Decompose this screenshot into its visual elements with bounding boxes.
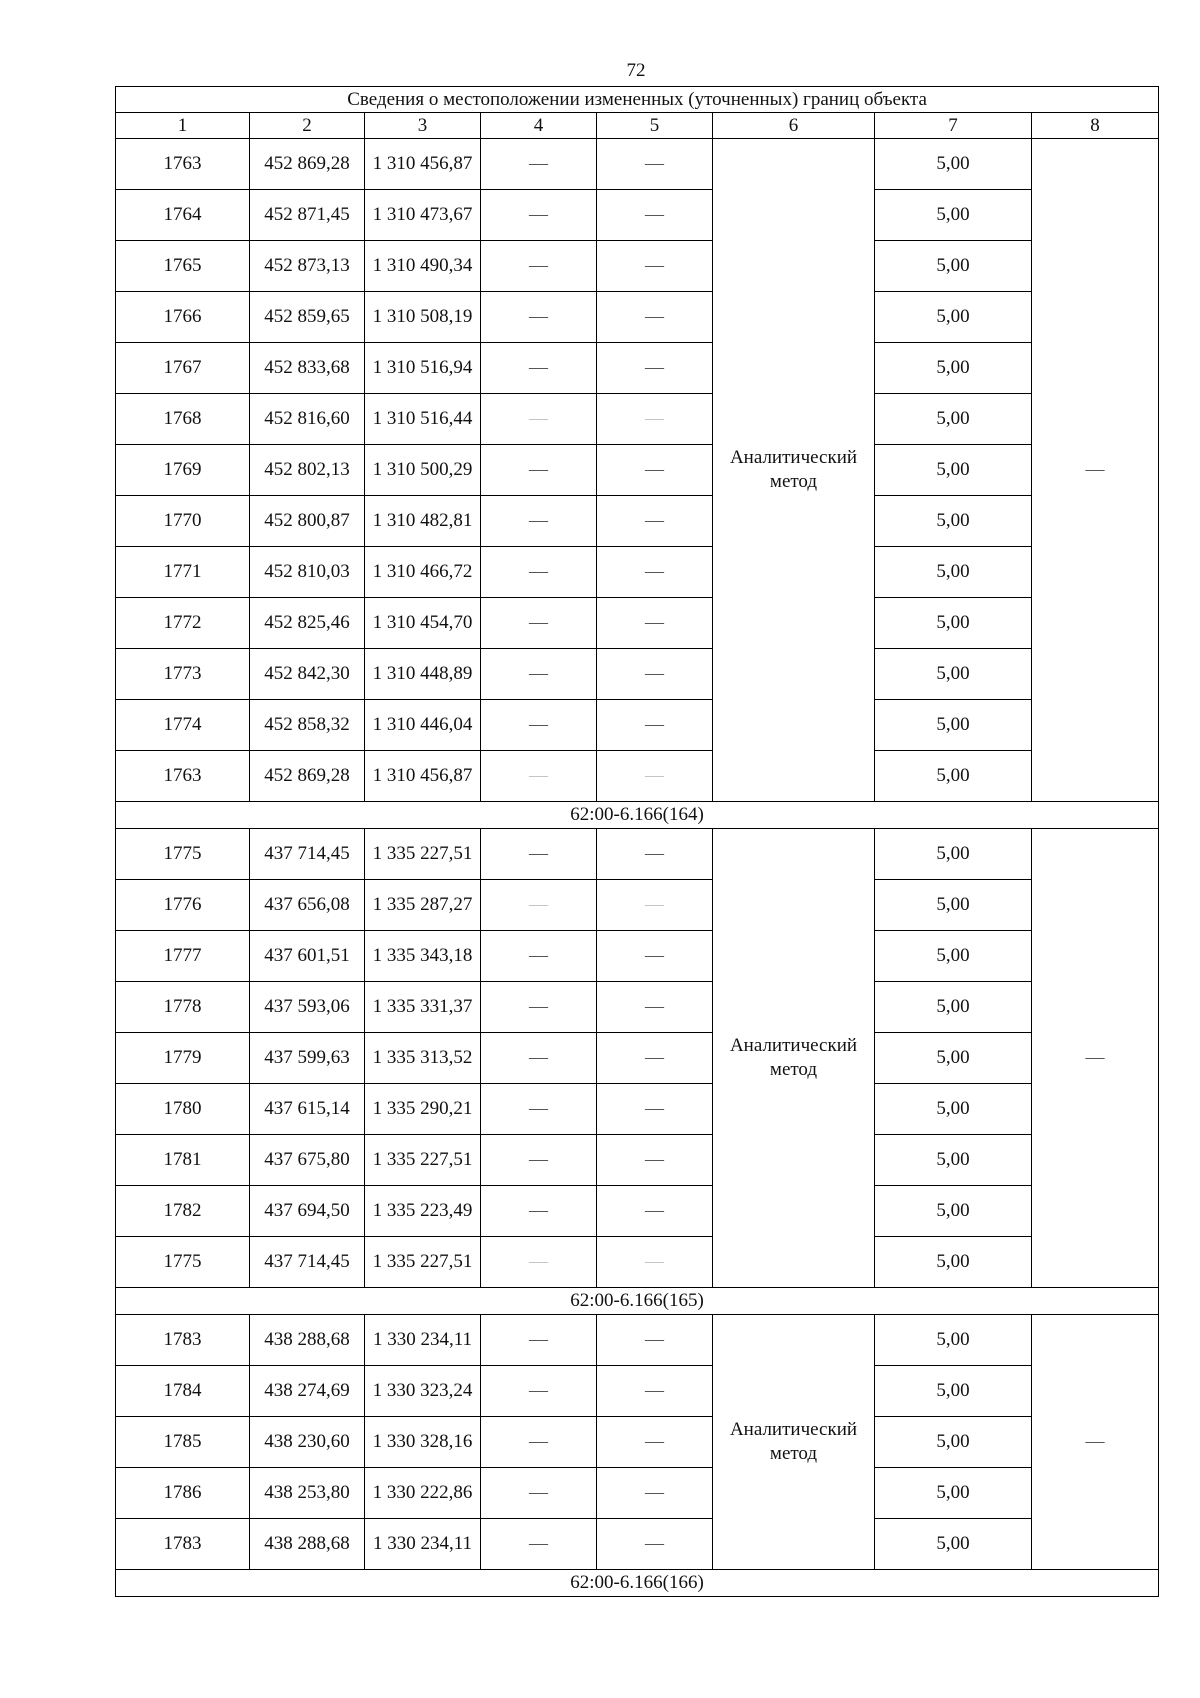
point-number: 1763 [116,139,250,190]
coordinate-y: 1 310 508,19 [365,292,481,343]
table-row [116,1468,1159,1519]
column-5-value: — [597,445,713,496]
accuracy-value: 5,00 [875,292,1032,343]
table-row [116,931,1159,982]
column-5-value: — [597,1186,713,1237]
coordinate-y: 1 330 234,11 [365,1519,481,1570]
method-label-line2: метод [769,1443,818,1464]
section-cadastral-label: 62:00-6.166(164) [116,802,1159,829]
accuracy-value: 5,00 [875,598,1032,649]
coordinate-x: 437 714,45 [250,829,365,880]
section-cadastral-label: 62:00-6.166(165) [116,1288,1159,1315]
accuracy-value: 5,00 [875,829,1032,880]
table-row [116,1366,1159,1417]
column-number-3: 3 [365,113,481,139]
column-4-value: — [481,445,597,496]
point-number: 1785 [116,1417,250,1468]
column-4-value: — [481,649,597,700]
column-4-value: — [481,292,597,343]
accuracy-value: 5,00 [875,1315,1032,1366]
coordinate-x: 438 274,69 [250,1366,365,1417]
accuracy-value: 5,00 [875,547,1032,598]
table-caption: Сведения о местоположении измененных (уточненных) границ объекта [116,87,1159,113]
column-4-value: — [481,394,597,445]
table-row [116,1084,1159,1135]
column-5-value: — [597,829,713,880]
coordinate-y: 1 335 227,51 [365,1135,481,1186]
point-number: 1775 [116,829,250,880]
section-cadastral-label: 62:00-6.166(166) [116,1570,1159,1597]
table-row [116,649,1159,700]
column-5-value: — [597,598,713,649]
point-number: 1783 [116,1519,250,1570]
point-number: 1786 [116,1468,250,1519]
accuracy-value: 5,00 [875,649,1032,700]
column-5-value: — [597,700,713,751]
table-row [116,496,1159,547]
column-4-value: — [481,1237,597,1288]
point-number: 1777 [116,931,250,982]
column-4-value: — [481,241,597,292]
method-cell [713,829,875,1288]
column-4-value: — [481,598,597,649]
accuracy-value: 5,00 [875,1519,1032,1570]
coordinate-y: 1 310 456,87 [365,751,481,802]
column-5-value: — [597,190,713,241]
coordinate-y: 1 310 454,70 [365,598,481,649]
coordinate-x: 452 810,03 [250,547,365,598]
accuracy-value: 5,00 [875,343,1032,394]
column-5-value: — [597,880,713,931]
table-row [116,700,1159,751]
accuracy-value: 5,00 [875,880,1032,931]
section-header-row [116,1288,1159,1315]
column-number-7: 7 [875,113,1032,139]
column-4-value: — [481,1366,597,1417]
column-5-value: — [597,139,713,190]
coordinate-x: 452 873,13 [250,241,365,292]
accuracy-value: 5,00 [875,190,1032,241]
column-5-value: — [597,1033,713,1084]
table-row [116,292,1159,343]
column-4-value: — [481,931,597,982]
column-5-value: — [597,649,713,700]
section-header-row [116,802,1159,829]
table-row [116,1315,1159,1366]
point-number: 1772 [116,598,250,649]
table-row [116,190,1159,241]
method-label-line1: Аналитический [729,1035,858,1056]
accuracy-value: 5,00 [875,1237,1032,1288]
table-row [116,1135,1159,1186]
point-number: 1775 [116,1237,250,1288]
column-4-value: — [481,1033,597,1084]
coordinate-x: 452 859,65 [250,292,365,343]
column-5-value: — [597,931,713,982]
coordinate-x: 452 869,28 [250,139,365,190]
column-5-value: — [597,1417,713,1468]
coordinate-y: 1 335 313,52 [365,1033,481,1084]
coordinate-y: 1 335 223,49 [365,1186,481,1237]
accuracy-value: 5,00 [875,1186,1032,1237]
coordinate-x: 437 601,51 [250,931,365,982]
coordinate-x: 452 802,13 [250,445,365,496]
column-number-2: 2 [250,113,365,139]
point-number: 1770 [116,496,250,547]
accuracy-value: 5,00 [875,445,1032,496]
table-row [116,394,1159,445]
coordinate-y: 1 310 473,67 [365,190,481,241]
coordinate-y: 1 335 290,21 [365,1084,481,1135]
coordinate-x: 437 593,06 [250,982,365,1033]
column-5-value: — [597,1519,713,1570]
column-5-value: — [597,1366,713,1417]
column-4-value: — [481,1084,597,1135]
coordinate-x: 438 288,68 [250,1519,365,1570]
table-row [116,1519,1159,1570]
coordinate-x: 452 871,45 [250,190,365,241]
point-number: 1780 [116,1084,250,1135]
table-row [116,1417,1159,1468]
point-number: 1776 [116,880,250,931]
coordinate-x: 452 825,46 [250,598,365,649]
column-4-value: — [481,880,597,931]
table-row [116,445,1159,496]
table-row [116,241,1159,292]
method-label-line1: Аналитический [729,1419,858,1440]
coordinate-y: 1 335 331,37 [365,982,481,1033]
column-4-value: — [481,829,597,880]
coordinate-y: 1 335 227,51 [365,829,481,880]
column-8-value: — [1032,139,1159,802]
method-cell [713,139,875,802]
column-4-value: — [481,700,597,751]
coordinate-x: 437 615,14 [250,1084,365,1135]
coordinate-x: 438 230,60 [250,1417,365,1468]
coordinate-y: 1 310 482,81 [365,496,481,547]
column-4-value: — [481,982,597,1033]
point-number: 1782 [116,1186,250,1237]
accuracy-value: 5,00 [875,1033,1032,1084]
coordinate-x: 452 842,30 [250,649,365,700]
coordinate-y: 1 330 323,24 [365,1366,481,1417]
coordinate-y: 1 310 466,72 [365,547,481,598]
coordinate-x: 452 816,60 [250,394,365,445]
accuracy-value: 5,00 [875,1417,1032,1468]
page-number: 72 [626,60,646,81]
coordinate-y: 1 310 516,44 [365,394,481,445]
column-5-value: — [597,751,713,802]
column-8-value: — [1032,829,1159,1288]
point-number: 1784 [116,1366,250,1417]
column-4-value: — [481,1186,597,1237]
accuracy-value: 5,00 [875,139,1032,190]
accuracy-value: 5,00 [875,982,1032,1033]
column-4-value: — [481,139,597,190]
column-4-value: — [481,496,597,547]
accuracy-value: 5,00 [875,496,1032,547]
accuracy-value: 5,00 [875,394,1032,445]
coordinate-x: 452 800,87 [250,496,365,547]
column-number-4: 4 [481,113,597,139]
column-5-value: — [597,292,713,343]
table-row [116,343,1159,394]
coordinate-y: 1 310 516,94 [365,343,481,394]
coordinate-y: 1 335 287,27 [365,880,481,931]
column-5-value: — [597,1468,713,1519]
column-5-value: — [597,1315,713,1366]
point-number: 1767 [116,343,250,394]
column-5-value: — [597,343,713,394]
point-number: 1771 [116,547,250,598]
point-number: 1768 [116,394,250,445]
column-4-value: — [481,1519,597,1570]
column-5-value: — [597,1135,713,1186]
column-5-value: — [597,496,713,547]
column-4-value: — [481,343,597,394]
point-number: 1779 [116,1033,250,1084]
coordinate-y: 1 330 328,16 [365,1417,481,1468]
coordinate-x: 437 599,63 [250,1033,365,1084]
boundary-coordinates-table [115,86,1159,1597]
coordinate-y: 1 335 227,51 [365,1237,481,1288]
point-number: 1763 [116,751,250,802]
column-5-value: — [597,1084,713,1135]
accuracy-value: 5,00 [875,1135,1032,1186]
column-number-8: 8 [1032,113,1159,139]
coordinate-y: 1 310 456,87 [365,139,481,190]
method-label-line1: Аналитический [729,447,858,468]
column-5-value: — [597,394,713,445]
column-4-value: — [481,1135,597,1186]
table-row [116,139,1159,190]
coordinate-y: 1 310 446,04 [365,700,481,751]
coordinate-x: 437 675,80 [250,1135,365,1186]
table-row [116,751,1159,802]
column-4-value: — [481,190,597,241]
column-5-value: — [597,241,713,292]
coordinate-y: 1 330 222,86 [365,1468,481,1519]
column-5-value: — [597,1237,713,1288]
column-number-6: 6 [713,113,875,139]
column-4-value: — [481,1417,597,1468]
coordinate-x: 438 288,68 [250,1315,365,1366]
table-row [116,547,1159,598]
coordinate-y: 1 310 448,89 [365,649,481,700]
column-4-value: — [481,1315,597,1366]
column-4-value: — [481,547,597,598]
point-number: 1773 [116,649,250,700]
table-row [116,598,1159,649]
point-number: 1781 [116,1135,250,1186]
coordinate-x: 452 858,32 [250,700,365,751]
accuracy-value: 5,00 [875,931,1032,982]
coordinate-x: 437 694,50 [250,1186,365,1237]
column-8-value: — [1032,1315,1159,1570]
point-number: 1778 [116,982,250,1033]
accuracy-value: 5,00 [875,1366,1032,1417]
column-number-1: 1 [116,113,250,139]
table-row [116,1033,1159,1084]
coordinate-y: 1 335 343,18 [365,931,481,982]
method-cell [713,1315,875,1570]
accuracy-value: 5,00 [875,1084,1032,1135]
coordinate-x: 438 253,80 [250,1468,365,1519]
column-5-value: — [597,547,713,598]
section-header-row [116,1570,1159,1597]
column-number-5: 5 [597,113,713,139]
point-number: 1764 [116,190,250,241]
column-number-row [116,113,1159,139]
accuracy-value: 5,00 [875,700,1032,751]
table-row [116,1186,1159,1237]
point-number: 1769 [116,445,250,496]
column-4-value: — [481,1468,597,1519]
method-label-line2: метод [769,471,818,492]
point-number: 1766 [116,292,250,343]
method-label-line2: метод [769,1059,818,1080]
column-4-value: — [481,751,597,802]
point-number: 1774 [116,700,250,751]
table-row [116,1237,1159,1288]
table-caption-row [116,87,1159,113]
coordinate-x: 437 714,45 [250,1237,365,1288]
table-row [116,880,1159,931]
accuracy-value: 5,00 [875,241,1032,292]
coordinate-x: 437 656,08 [250,880,365,931]
coordinate-x: 452 833,68 [250,343,365,394]
accuracy-value: 5,00 [875,751,1032,802]
point-number: 1765 [116,241,250,292]
table-row [116,829,1159,880]
coordinate-y: 1 310 500,29 [365,445,481,496]
point-number: 1783 [116,1315,250,1366]
table-row [116,982,1159,1033]
coordinate-x: 452 869,28 [250,751,365,802]
coordinate-y: 1 310 490,34 [365,241,481,292]
accuracy-value: 5,00 [875,1468,1032,1519]
column-5-value: — [597,982,713,1033]
coordinate-y: 1 330 234,11 [365,1315,481,1366]
